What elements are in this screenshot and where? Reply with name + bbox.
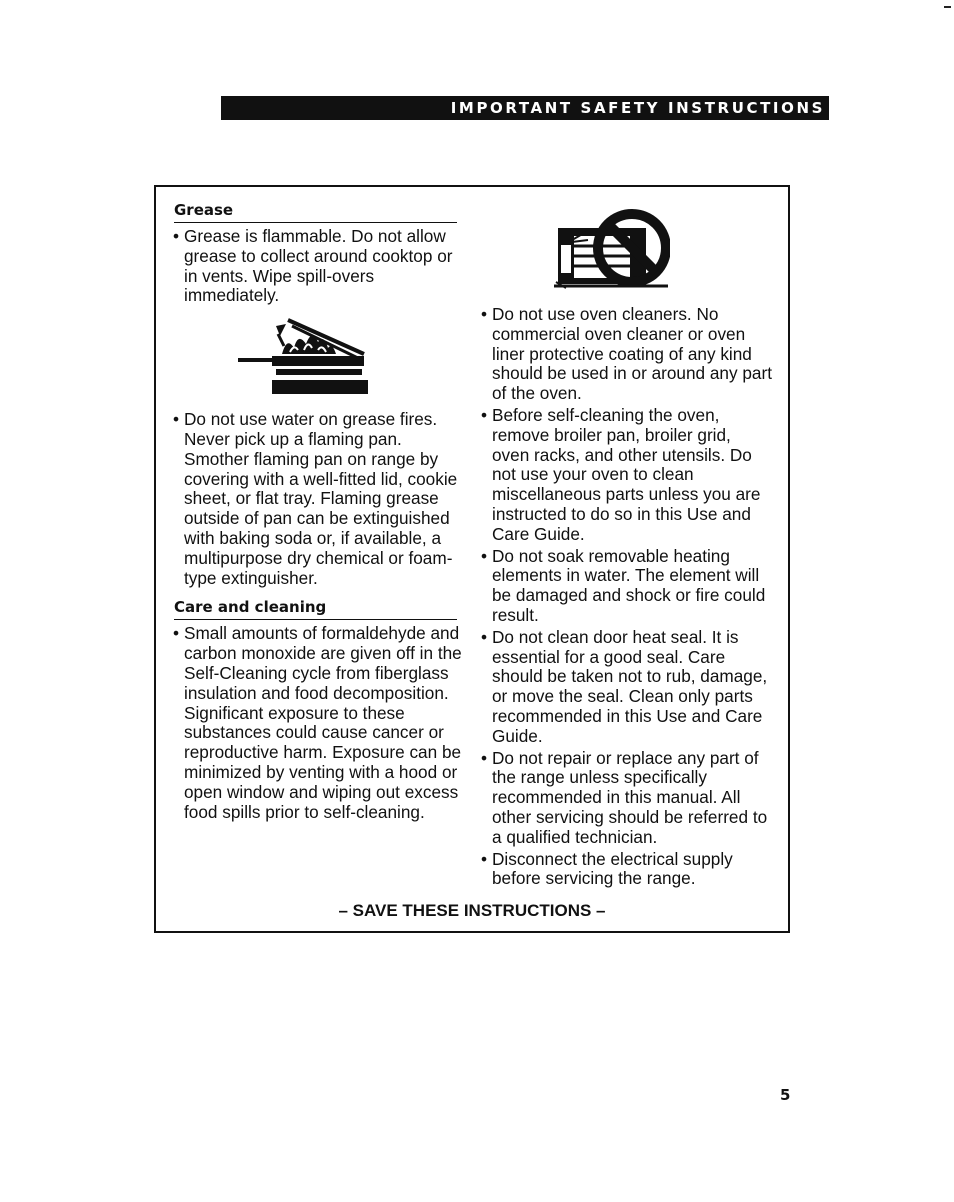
list-item: • Before self-cleaning the oven, remove broiler pan, broiler grid, oven racks, and other utensils. Do not use your oven to clean miscellaneous parts unless you are instructed to do so in this Use and Care Guide. xyxy=(482,406,772,545)
section-title-grease: Grease xyxy=(174,201,457,223)
right-column xyxy=(482,305,772,889)
list-item: • Do not repair or replace any part of the range unless specifically recommended in this manual. All other servicing should be referred to a qualified technician. xyxy=(482,749,772,848)
list-item: • Do not clean door heat seal. It is essential for a good seal. Care should be taken not to rub, damage, or move the seal. Clean only parts recommended in this Use and Care Guide. xyxy=(482,628,772,747)
list-item: • Small amounts of formaldehyde and carbon monoxide are given off in the Self-Cleaning cycle from fiberglass insulation and food decomposition. Significant exposure to these substances could cause cancer or reproductive harm. Exposure can be minimized by venting with a hood or open window and wiping out excess food spills prior to self-cleaning. xyxy=(174,624,466,822)
no-oven-cleaner-icon xyxy=(552,202,670,292)
page-header-banner: IMPORTANT SAFETY INSTRUCTIONS xyxy=(221,96,829,120)
flaming-pan-icon xyxy=(232,314,372,404)
left-column xyxy=(174,201,466,822)
list-item: • Disconnect the electrical supply before servicing the range. xyxy=(482,850,772,890)
list-item: • Do not use water on grease fires. Never pick up a flaming pan. Smother flaming pan on range by covering with a well-fitted lid, cookie sheet, or flat tray. Flaming grease outside of pan can be extinguished with baking soda or, if available, a multipurpose dry chemical or foam-type extinguisher. xyxy=(174,410,466,588)
list-item: • Do not soak removable heating elements in water. The element will be damaged and shock or fire could result. xyxy=(482,547,772,626)
list-item: • Grease is flammable. Do not allow grease to collect around cooktop or in vents. Wipe spill-overs immediately. xyxy=(174,227,466,306)
section-title-care-cleaning: Care and cleaning xyxy=(174,598,457,620)
page-number: 5 xyxy=(780,1086,791,1104)
safety-instructions-box xyxy=(154,185,790,933)
list-item: • Do not use oven cleaners. No commercial oven cleaner or oven liner protective coating of any kind should be used in or around any part of the oven. xyxy=(482,305,772,404)
scan-mark xyxy=(944,6,951,8)
save-instructions-notice: – SAVE THESE INSTRUCTIONS – xyxy=(338,901,606,920)
